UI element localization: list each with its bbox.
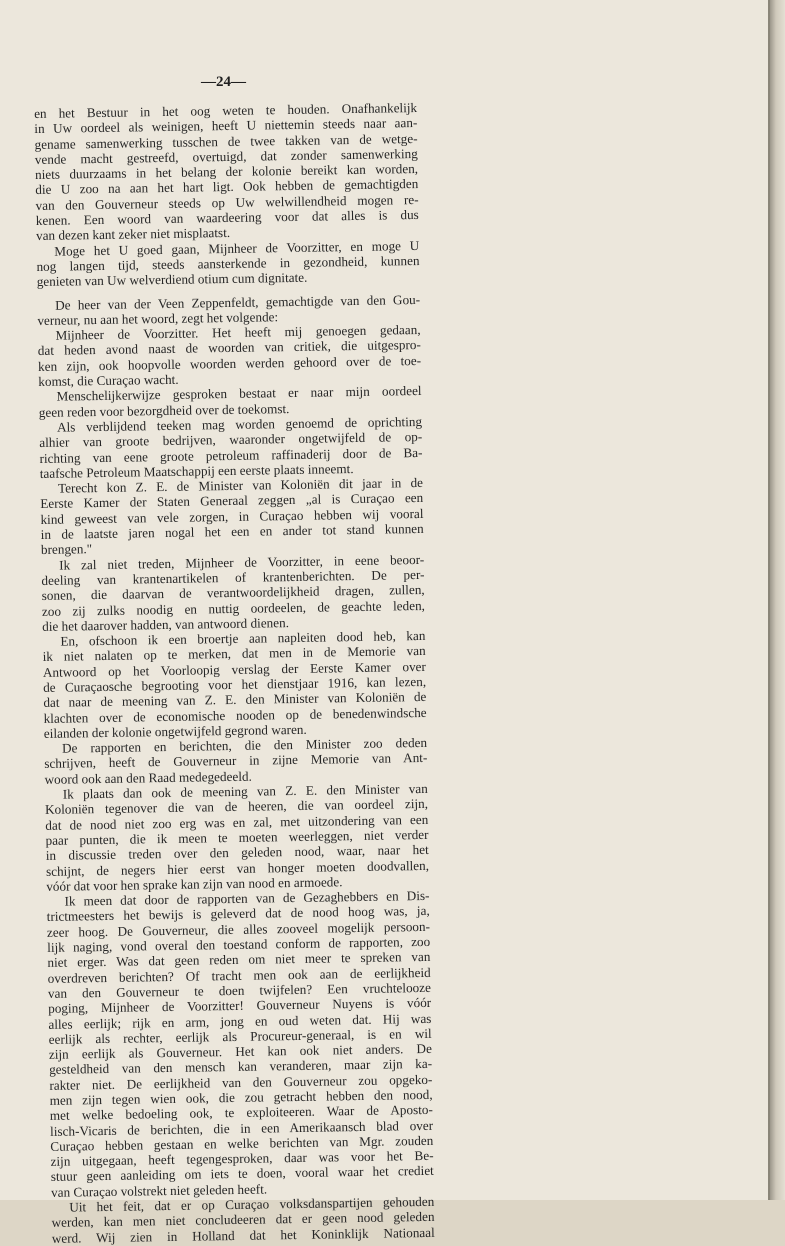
text-line: Curaçao hebben gestaan en welke berichten van Mgr. zouden bbox=[50, 1132, 434, 1154]
text-line: En, ofschoon ik een broertje aan napleiten dood heb, kan bbox=[60, 628, 426, 649]
text-line: eerlijk als rechter, eerlijk als Procureur-generaal, is en wil bbox=[48, 1025, 432, 1047]
text-line: van den Gouverneur steeds op Uw welwillendheid mogen re- bbox=[35, 191, 419, 213]
text-line: brengen." bbox=[40, 541, 93, 558]
text-line: verneur, nu aan het woord, zegt het volgende: bbox=[37, 309, 279, 328]
text-line: die U zoo na aan het hart ligt. Ook hebben de gemachtigden bbox=[35, 176, 419, 198]
text-line: in Uw oordeel als weinigen, heeft U niettemin steeds naar aan- bbox=[34, 115, 418, 137]
text-line: poging, Mijnheer de Voorzitter! Gouverneur Nuyens is vóór bbox=[48, 995, 432, 1017]
text-line: met welke bedoeling ook, te exploiteeren. Waar de Aposto- bbox=[49, 1102, 433, 1124]
text-line: vóór dat voor hen sprake kan zijn van nood en armoede. bbox=[46, 874, 343, 894]
text-line: Ik zal niet treden, Mijnheer de Voorzitter, in eene beoor- bbox=[59, 551, 425, 573]
text-line: werden, kan men niet concludeeren dat er geen nood geleden bbox=[51, 1209, 435, 1231]
text-line: Terecht kon Z. E. de Minister van Koloniën dit jaar in de bbox=[57, 475, 424, 496]
text-line: vende macht gestreefd, overtuigd, dat zonder samenwerking bbox=[34, 145, 418, 167]
text-line: van den Gouverneur te doen twijfelen? Een vruchtelooze bbox=[47, 979, 432, 1001]
text-line: rakter niet. De eerlijkheid van den Gouverneur zou opgeko- bbox=[49, 1071, 433, 1093]
text-line: kind geweest van vele zorgen, in Curaçao hebben wij vooral bbox=[40, 505, 424, 527]
text-line: richting van eene groote petroleum raffinaderij door de Ba- bbox=[39, 444, 423, 466]
text-line: Eerste Kamer der Staten Generaal zeggen „al is Curaçao een bbox=[40, 490, 424, 512]
text-line: schrijven, heeft de Gouverneur in zijne Memorie van Ant- bbox=[44, 750, 428, 772]
text-line: schijnt, de negers hier eerst van honger moeten doodvallen, bbox=[45, 857, 430, 879]
page-number: —24— bbox=[201, 74, 246, 90]
text-line: en het Bestuur in het oog weten te houden. Onafhankelijk bbox=[34, 99, 418, 121]
text-line: in discussie treden over den geleden nood, waar, naar het bbox=[45, 842, 429, 864]
text-line: alhier van groote bedrijven, waaronder ongetwijfeld de op- bbox=[39, 429, 423, 451]
text-line: Als verblijdend teeken mag worden genoemd de oprichting bbox=[56, 413, 423, 435]
text-line: dat heden avond naast de woorden van critiek, die uitgespro- bbox=[37, 337, 421, 359]
text-line: alles eerlijk; rijk en arm, jong en oud weten dat. Hij was bbox=[48, 1010, 432, 1032]
text-line: gename samenwerking tusschen de twee takken van de wetge- bbox=[34, 130, 418, 152]
text-line: klachten over de economische nooden op de benedenwindsche bbox=[43, 704, 427, 726]
text-line: zeer hoog. De Gouverneur, die alles zooveel mogelijk persoon- bbox=[46, 918, 431, 940]
text-line: werd. Wij zien in Holland dat het Koninklijk Nationaal bbox=[51, 1224, 435, 1246]
text-line: geen reden voor bezorgdheid over de toekomst. bbox=[38, 400, 290, 420]
text-line: eilanden der kolonie ongetwijfeld gegrond waren. bbox=[43, 721, 307, 741]
text-line: lisch-Vicaris de berichten, die in een Amerikaansch blad over bbox=[49, 1117, 434, 1139]
text-line: Uit het feit, dat er op Curaçao volksdanspartijen gehouden bbox=[69, 1193, 435, 1215]
text-line: Ik meen dat door de rapporten van de Gezaghebbers en Dis- bbox=[64, 888, 430, 909]
text-line: Ik plaats dan ook de meening van Z. E. den Minister van bbox=[62, 780, 428, 802]
text-line: trictmeesters het bewijs is geleverd dat de nood hoog was, ja, bbox=[46, 903, 430, 925]
text-line: deeling van krantenartikelen of krantenberichten. De per- bbox=[41, 566, 425, 588]
text-line: dat naar de meening van Z. E. den Minister van Koloniën de bbox=[43, 689, 427, 711]
text-line: van dezen kant zeker niet misplaatst. bbox=[35, 225, 231, 244]
page-edge bbox=[770, 0, 785, 1200]
text-line: De heer van der Veen Zeppenfeldt, gemachtigde van den Gou- bbox=[55, 291, 421, 313]
text-line: Antwoord op het Voorloopig verslag der Eerste Kamer over bbox=[42, 658, 426, 680]
text-line: zijn uitgegaan, heeft tegengesproken, daar was voor het Be- bbox=[50, 1148, 434, 1170]
text-line: Menschelijkerwijze gesproken bestaat er naar mijn oordeel bbox=[56, 383, 422, 405]
text-line: Koloniën tegenover die van de heeren, die van oordeel zijn, bbox=[44, 796, 429, 818]
text-line: kenen. Een woord van waardeering voor dat alles is dus bbox=[35, 207, 419, 229]
text-line: gesteldheid van den mensch kan veranderen, maar zijn ka- bbox=[49, 1056, 433, 1078]
text-line: genieten van Uw welverdiend otium cum dignitate. bbox=[36, 269, 308, 290]
text-line: men zijn tegen wien ook, die zou getracht hebben den nood, bbox=[49, 1086, 433, 1108]
text-line: in de laatste jaren nogal het een en ander tot stand kunnen bbox=[40, 520, 424, 542]
text-line: ik niet nalaten op te merken, dat men in de Memorie van bbox=[42, 643, 426, 665]
text-line: taafsche Petroleum Maatschappij een eerste plaats inneemt. bbox=[39, 460, 354, 481]
text-line: De rapporten en berichten, die den Minister zoo deden bbox=[61, 735, 428, 756]
text-line: niet erger. Was dat geen reden om niet meer te spreken van bbox=[47, 949, 431, 971]
text-line: lijk naging, vond overal den toestand conform de rapporten, zoo bbox=[47, 933, 431, 955]
text-line: Mijnheer de Voorzitter. Het heeft mij genoegen gedaan, bbox=[55, 322, 421, 343]
text-line: Moge het U goed gaan, Mijnheer de Voorzitter, en moge U bbox=[54, 237, 420, 259]
text-line: nog langen tijd, steeds aansterkende in gezondheid, kunnen bbox=[36, 252, 420, 274]
text-line: niets duurzaams in het belang der kolonie bereikt kan worden, bbox=[34, 161, 419, 183]
body-text bbox=[34, 100, 435, 1246]
text-line: woord ook aan den Raad medegedeeld. bbox=[44, 768, 252, 787]
text-line: zoo zij zulks noodig en nuttig oordeelen, de geachte leden, bbox=[41, 597, 426, 619]
text-line: die het daarover hadden, van antwoord dienen. bbox=[42, 614, 290, 634]
text-line: van Curaçao volstrekt niet geleden heeft. bbox=[50, 1181, 268, 1200]
text-line: stuur geen aanleiding om iets te doen, vooral waar het crediet bbox=[50, 1163, 434, 1185]
text-line: ken zijn, ook hoopvolle woorden werden gehoord over de toe- bbox=[37, 352, 422, 374]
text-line: paar punten, die ik meen te moeten weerleggen, niet verder bbox=[45, 826, 429, 848]
text-line: overdreven berichten? Of tracht men ook aan de eerlijkheid bbox=[47, 964, 431, 986]
text-line: de Curaçaosche begrooting voor het dienstjaar 1916, kan lezen, bbox=[43, 673, 427, 695]
text-line: dat de nood niet zoo erg was en zal, met uitzondering van een bbox=[45, 811, 429, 833]
text-line: zijn eerlijk als Gouverneur. Het kan ook niet anders. De bbox=[48, 1040, 432, 1062]
text-line: komst, die Curaçao wacht. bbox=[38, 371, 179, 390]
text-line: sonen, die daarvan de verantwoordelijkheid dragen, zullen, bbox=[41, 582, 425, 604]
